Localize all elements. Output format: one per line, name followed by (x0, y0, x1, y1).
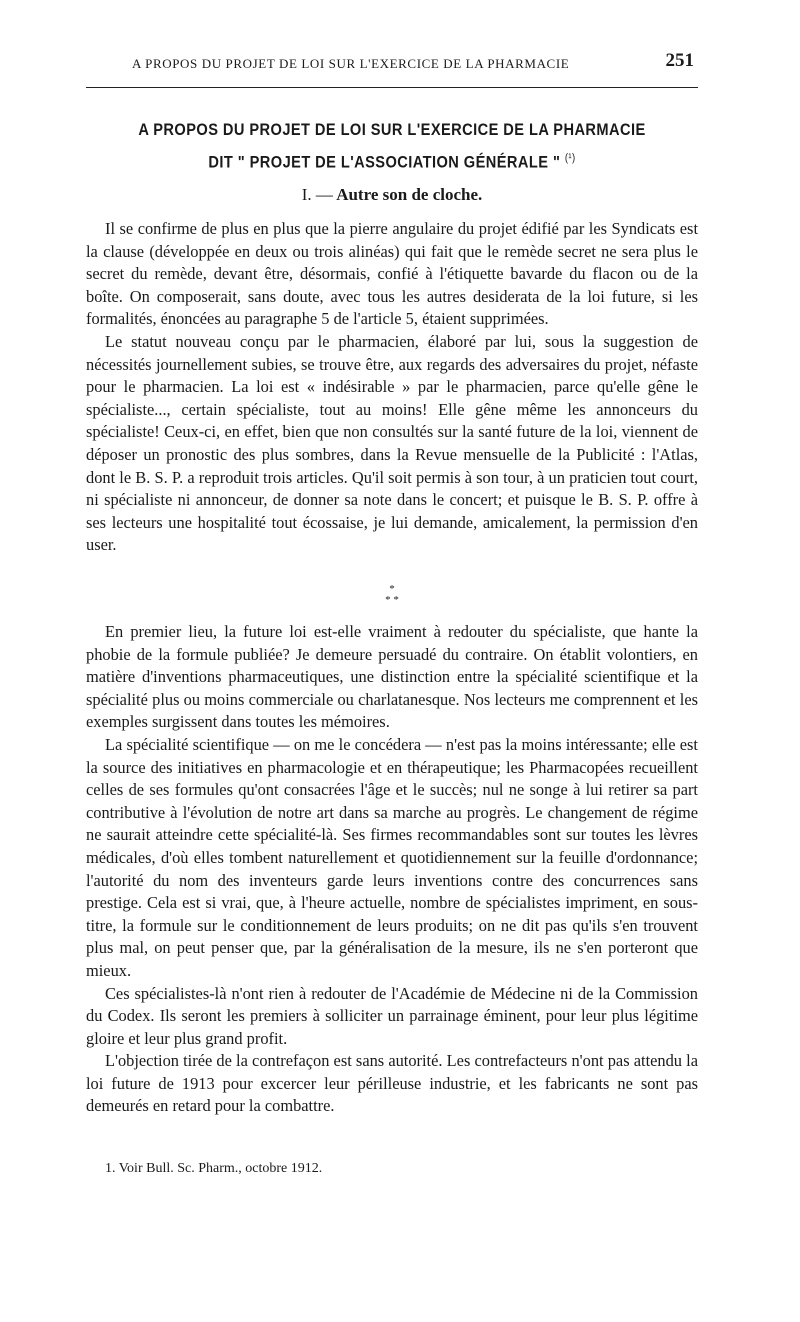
running-title: A PROPOS DU PROJET DE LOI SUR L'EXERCICE DE LA PHARMACIE (132, 56, 570, 71)
asterism-separator (86, 584, 698, 614)
title-footnote-mark[interactable]: (¹) (564, 152, 576, 164)
asterism-stars: * * * (385, 583, 399, 606)
paragraph-4: La spécialité scientifique — on me le concédera — n'est pas la moins intéressante; elle est la source des initiatives en pharmacologie et en thérapeutique; les Pharmacopées recueillent celles de ses formules qu'ont consacrées l'âge et le succès; nul ne songe à lui retirer sa part contributive à l'évolution de notre art dans sa marche au progrès. Le changement de régime ne saurait atteindre cette spécialité-là. Ses firmes recommandables sont sur toutes les lèvres médicales, d'où elles tombent naturellement et quotidiennement sur la feuille d'ordonnance; l'autorité du nom des inventeurs garde leurs inventions contre des concurrences sans prestige. Cela est si vrai, que, à l'heure actuelle, nombre de spécialistes impriment, en sous-titre, la formule sur le conditionnement de leurs produits; on ne dit pas qu'ils s'en trouvent plus mal, on peut penser que, par la généralisation de la mesure, ils ne s'en porteront que mieux. (86, 734, 698, 980)
paragraph-5: Ces spécialistes-là n'ont rien à redouter de l'Académie de Médecine ni de la Commission du Codex. Ils seront les premiers à solliciter un parrainage éminent, pour leur plus légitime gloire et leur plus grand profit. (86, 983, 698, 1048)
header-rule (86, 87, 698, 88)
footnote: 1. Voir Bull. Sc. Pharm., octobre 1912. (105, 1161, 323, 1176)
running-head (86, 50, 698, 74)
paragraph-3: En premier lieu, la future loi est-elle vraiment à redouter du spécialiste, que hante la phobie de la formule publiée? Je demeure persuadé du contraire. On établit volontiers, en matière d'inventions pharmaceutiques, une distinction entre la spécialité scientifique et la spécialité plus ou moins commerciale ou charlatanesque. Nos lecteurs me comprennent et les exemples surgissent dans toutes les mémoires. (86, 622, 698, 732)
page-number: 251 (665, 50, 694, 71)
article-title-line-2-text: DIT " PROJET DE L'ASSOCIATION GÉNÉRALE " (208, 152, 561, 172)
paragraph-2: Le statut nouveau conçu par le pharmacien, élaboré par lui, sous la suggestion de nécessités journellement subies, se trouve être, aux regards des adversaires du projet, néfaste pour le pharmacien. La loi est « indésirable » par le pharmacien, parce qu'elle gêne le spécialiste..., certain spécialiste, tout au moins! Elle gêne même les annonceurs du spécialiste! Ceux-ci, en effet, bien que non consultés sur la santé future de la loi, viennent de déposer un pronostic des plus sombres, dans la Revue mensuelle de la Publicité : l'Atlas, dont le B. S. P. a reproduit trois articles. Qu'il soit permis à son tour, à un praticien tout court, ni spécialiste ni annonceur, de donner sa note dans le concert; et puisque le B. S. P. offre à ses lecteurs une hospitalité tout écossaise, je lui demande, amicalement, la permission d'en user. (86, 331, 698, 555)
body-text-part-1 (86, 218, 698, 557)
article-title-line-1: A PROPOS DU PROJET DE LOI SUR L'EXERCICE DE LA PHARMACIE (138, 120, 646, 139)
article-title (129, 116, 655, 177)
section-number: I. — (301, 185, 333, 204)
paragraph-6: L'objection tirée de la contrefaçon est sans autorité. Les contrefacteurs n'ont pas attendu la loi future de 1913 pour excercer leur périlleuse industrie, et les fabricants ne sont pas demeurés en retard pour la combattre. (86, 1051, 698, 1116)
article-title-line-2 (129, 144, 655, 177)
section-title: Autre son de cloche. (336, 185, 483, 204)
paragraph-1: Il se confirme de plus en plus que la pierre angulaire du projet édifié par les Syndicats est la clause (développée en deux ou trois alinéas) qui fait que le remède secret ne sera plus le secret du remède, devant être, désormais, confié à l'étiquette bavarde du flacon ou de la boîte. On composerait, sans doute, avec tous les autres desiderata de la loi future, si les formalités, énoncées au paragraphe 5 de l'article 5, étaient supprimées. (86, 219, 698, 329)
section-heading (86, 184, 698, 206)
body-text-part-2 (86, 621, 698, 1118)
